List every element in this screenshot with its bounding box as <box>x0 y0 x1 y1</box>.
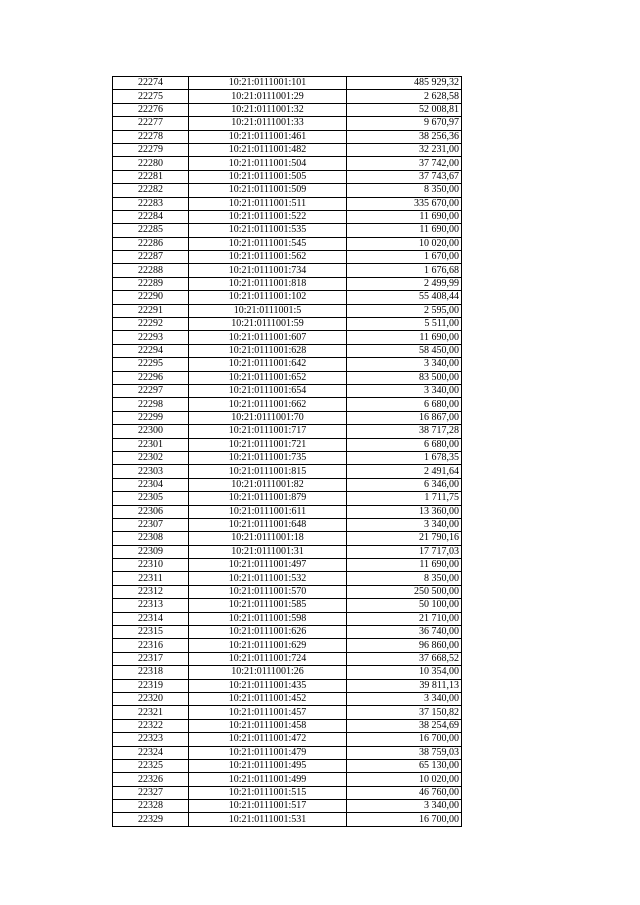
row-number: 22315 <box>113 626 189 639</box>
table-row <box>113 77 462 90</box>
table-row <box>113 746 462 759</box>
row-number: 22278 <box>113 130 189 143</box>
cadastral-value: 11 690,00 <box>347 224 462 237</box>
cadastral-number: 10:21:0111001:26 <box>189 666 347 679</box>
row-number: 22316 <box>113 639 189 652</box>
table-row <box>113 451 462 464</box>
cadastral-number: 10:21:0111001:515 <box>189 786 347 799</box>
table-row <box>113 264 462 277</box>
cadastral-number: 10:21:0111001:82 <box>189 478 347 491</box>
table-row <box>113 398 462 411</box>
cadastral-value: 17 717,03 <box>347 545 462 558</box>
cadastral-value: 3 340,00 <box>347 518 462 531</box>
table-row <box>113 639 462 652</box>
table-row <box>113 143 462 156</box>
cadastral-value: 335 670,00 <box>347 197 462 210</box>
cadastral-number: 10:21:0111001:654 <box>189 384 347 397</box>
cadastral-value: 37 743,67 <box>347 170 462 183</box>
cadastral-value: 16 700,00 <box>347 813 462 826</box>
cadastral-number: 10:21:0111001:532 <box>189 572 347 585</box>
cadastral-value: 55 408,44 <box>347 291 462 304</box>
table-row <box>113 251 462 264</box>
cadastral-value: 38 254,69 <box>347 719 462 732</box>
cadastral-number: 10:21:0111001:652 <box>189 371 347 384</box>
cadastral-value: 8 350,00 <box>347 184 462 197</box>
cadastral-value: 1 711,75 <box>347 492 462 505</box>
cadastral-number: 10:21:0111001:517 <box>189 800 347 813</box>
cadastral-number: 10:21:0111001:545 <box>189 237 347 250</box>
cadastral-value: 6 680,00 <box>347 438 462 451</box>
row-number: 22298 <box>113 398 189 411</box>
cadastral-value: 36 740,00 <box>347 626 462 639</box>
table-row <box>113 626 462 639</box>
table-row <box>113 719 462 732</box>
cadastral-number: 10:21:0111001:461 <box>189 130 347 143</box>
table-row <box>113 184 462 197</box>
cadastral-number: 10:21:0111001:648 <box>189 518 347 531</box>
table-row <box>113 344 462 357</box>
cadastral-value: 10 020,00 <box>347 773 462 786</box>
table-row <box>113 197 462 210</box>
table-row <box>113 224 462 237</box>
table-row <box>113 277 462 290</box>
cadastral-number: 10:21:0111001:815 <box>189 465 347 478</box>
cadastral-value: 39 811,13 <box>347 679 462 692</box>
row-number: 22280 <box>113 157 189 170</box>
row-number: 22317 <box>113 652 189 665</box>
cadastral-number: 10:21:0111001:511 <box>189 197 347 210</box>
cadastral-number: 10:21:0111001:101 <box>189 77 347 90</box>
cadastral-value: 1 670,00 <box>347 251 462 264</box>
cadastral-number: 10:21:0111001:626 <box>189 626 347 639</box>
cadastral-number: 10:21:0111001:457 <box>189 706 347 719</box>
table-row <box>113 652 462 665</box>
row-number: 22318 <box>113 666 189 679</box>
cadastral-value: 21 710,00 <box>347 612 462 625</box>
cadastral-number: 10:21:0111001:33 <box>189 117 347 130</box>
cadastral-value: 11 690,00 <box>347 559 462 572</box>
row-number: 22281 <box>113 170 189 183</box>
cadastral-value: 11 690,00 <box>347 331 462 344</box>
cadastral-value: 16 867,00 <box>347 411 462 424</box>
row-number: 22274 <box>113 77 189 90</box>
table-row <box>113 585 462 598</box>
row-number: 22285 <box>113 224 189 237</box>
row-number: 22322 <box>113 719 189 732</box>
row-number: 22312 <box>113 585 189 598</box>
row-number: 22296 <box>113 371 189 384</box>
row-number: 22310 <box>113 559 189 572</box>
table-row <box>113 786 462 799</box>
row-number: 22306 <box>113 505 189 518</box>
table-row <box>113 117 462 130</box>
row-number: 22295 <box>113 358 189 371</box>
row-number: 22325 <box>113 759 189 772</box>
table-row <box>113 759 462 772</box>
row-number: 22282 <box>113 184 189 197</box>
cadastral-number: 10:21:0111001:628 <box>189 344 347 357</box>
row-number: 22275 <box>113 90 189 103</box>
cadastral-number: 10:21:0111001:499 <box>189 773 347 786</box>
row-number: 22294 <box>113 344 189 357</box>
table-row <box>113 210 462 223</box>
row-number: 22308 <box>113 532 189 545</box>
row-number: 22297 <box>113 384 189 397</box>
row-number: 22289 <box>113 277 189 290</box>
cadastral-number: 10:21:0111001:504 <box>189 157 347 170</box>
cadastral-number: 10:21:0111001:495 <box>189 759 347 772</box>
row-number: 22309 <box>113 545 189 558</box>
row-number: 22292 <box>113 318 189 331</box>
cadastral-value: 96 860,00 <box>347 639 462 652</box>
cadastral-number: 10:21:0111001:29 <box>189 90 347 103</box>
row-number: 22287 <box>113 251 189 264</box>
cadastral-number: 10:21:0111001:497 <box>189 559 347 572</box>
cadastral-number: 10:21:0111001:629 <box>189 639 347 652</box>
row-number: 22304 <box>113 478 189 491</box>
table-row <box>113 358 462 371</box>
cadastral-value: 10 354,00 <box>347 666 462 679</box>
cadastral-value: 3 340,00 <box>347 384 462 397</box>
cadastral-value: 6 680,00 <box>347 398 462 411</box>
table-row <box>113 773 462 786</box>
cadastral-value: 10 020,00 <box>347 237 462 250</box>
row-number: 22300 <box>113 425 189 438</box>
row-number: 22327 <box>113 786 189 799</box>
cadastral-value: 485 929,32 <box>347 77 462 90</box>
row-number: 22301 <box>113 438 189 451</box>
cadastral-value: 32 231,00 <box>347 143 462 156</box>
table-row <box>113 733 462 746</box>
table-row <box>113 425 462 438</box>
table-row <box>113 438 462 451</box>
row-number: 22279 <box>113 143 189 156</box>
table-row <box>113 478 462 491</box>
cadastral-number: 10:21:0111001:479 <box>189 746 347 759</box>
cadastral-number: 10:21:0111001:472 <box>189 733 347 746</box>
cadastral-number: 10:21:0111001:535 <box>189 224 347 237</box>
row-number: 22323 <box>113 733 189 746</box>
row-number: 22307 <box>113 518 189 531</box>
cadastral-value: 52 008,81 <box>347 103 462 116</box>
row-number: 22302 <box>113 451 189 464</box>
cadastral-value: 250 500,00 <box>347 585 462 598</box>
row-number: 22328 <box>113 800 189 813</box>
cadastral-number: 10:21:0111001:505 <box>189 170 347 183</box>
table-row <box>113 130 462 143</box>
cadastral-value: 1 678,35 <box>347 451 462 464</box>
table-row <box>113 170 462 183</box>
table-row <box>113 103 462 116</box>
cadastral-value: 2 491,64 <box>347 465 462 478</box>
cadastral-number: 10:21:0111001:642 <box>189 358 347 371</box>
cadastral-value: 37 668,52 <box>347 652 462 665</box>
table-row <box>113 800 462 813</box>
table-body <box>113 77 462 827</box>
cadastral-number: 10:21:0111001:5 <box>189 304 347 317</box>
table-row <box>113 157 462 170</box>
cadastral-number: 10:21:0111001:531 <box>189 813 347 826</box>
row-number: 22326 <box>113 773 189 786</box>
table-row <box>113 237 462 250</box>
cadastral-value: 38 759,03 <box>347 746 462 759</box>
row-number: 22314 <box>113 612 189 625</box>
table-row <box>113 813 462 826</box>
table-row <box>113 706 462 719</box>
table-row <box>113 371 462 384</box>
row-number: 22303 <box>113 465 189 478</box>
cadastral-number: 10:21:0111001:522 <box>189 210 347 223</box>
cadastral-number: 10:21:0111001:818 <box>189 277 347 290</box>
cadastral-value: 50 100,00 <box>347 599 462 612</box>
cadastral-value: 3 340,00 <box>347 358 462 371</box>
row-number: 22283 <box>113 197 189 210</box>
table-row <box>113 599 462 612</box>
cadastral-value: 37 150,82 <box>347 706 462 719</box>
row-number: 22277 <box>113 117 189 130</box>
table-row <box>113 505 462 518</box>
table-row <box>113 572 462 585</box>
cadastral-number: 10:21:0111001:879 <box>189 492 347 505</box>
cadastral-value: 3 340,00 <box>347 800 462 813</box>
row-number: 22321 <box>113 706 189 719</box>
cadastral-number: 10:21:0111001:611 <box>189 505 347 518</box>
table-row <box>113 679 462 692</box>
cadastral-value: 11 690,00 <box>347 210 462 223</box>
row-number: 22329 <box>113 813 189 826</box>
row-number: 22319 <box>113 679 189 692</box>
cadastral-value: 58 450,00 <box>347 344 462 357</box>
table-row <box>113 559 462 572</box>
cadastral-number: 10:21:0111001:662 <box>189 398 347 411</box>
table-row <box>113 612 462 625</box>
cadastral-number: 10:21:0111001:31 <box>189 545 347 558</box>
cadastral-number: 10:21:0111001:724 <box>189 652 347 665</box>
cadastral-number: 10:21:0111001:32 <box>189 103 347 116</box>
cadastral-number: 10:21:0111001:482 <box>189 143 347 156</box>
cadastral-value: 38 256,36 <box>347 130 462 143</box>
cadastral-value: 21 790,16 <box>347 532 462 545</box>
table-row <box>113 545 462 558</box>
cadastral-value-table <box>112 76 462 827</box>
table-row <box>113 411 462 424</box>
row-number: 22293 <box>113 331 189 344</box>
row-number: 22291 <box>113 304 189 317</box>
cadastral-number: 10:21:0111001:585 <box>189 599 347 612</box>
cadastral-value: 2 595,00 <box>347 304 462 317</box>
cadastral-number: 10:21:0111001:721 <box>189 438 347 451</box>
cadastral-value: 13 360,00 <box>347 505 462 518</box>
cadastral-value: 16 700,00 <box>347 733 462 746</box>
table-row <box>113 492 462 505</box>
row-number: 22290 <box>113 291 189 304</box>
cadastral-number: 10:21:0111001:562 <box>189 251 347 264</box>
table-row <box>113 291 462 304</box>
row-number: 22320 <box>113 692 189 705</box>
cadastral-number: 10:21:0111001:607 <box>189 331 347 344</box>
cadastral-number: 10:21:0111001:735 <box>189 451 347 464</box>
cadastral-value: 3 340,00 <box>347 692 462 705</box>
cadastral-number: 10:21:0111001:734 <box>189 264 347 277</box>
cadastral-number: 10:21:0111001:452 <box>189 692 347 705</box>
cadastral-number: 10:21:0111001:59 <box>189 318 347 331</box>
table-row <box>113 384 462 397</box>
cadastral-value: 8 350,00 <box>347 572 462 585</box>
cadastral-value: 1 676,68 <box>347 264 462 277</box>
row-number: 22299 <box>113 411 189 424</box>
cadastral-number: 10:21:0111001:18 <box>189 532 347 545</box>
row-number: 22305 <box>113 492 189 505</box>
cadastral-number: 10:21:0111001:435 <box>189 679 347 692</box>
cadastral-value: 9 670,97 <box>347 117 462 130</box>
cadastral-number: 10:21:0111001:717 <box>189 425 347 438</box>
row-number: 22276 <box>113 103 189 116</box>
row-number: 22284 <box>113 210 189 223</box>
row-number: 22311 <box>113 572 189 585</box>
cadastral-value: 6 346,00 <box>347 478 462 491</box>
table-row <box>113 331 462 344</box>
row-number: 22288 <box>113 264 189 277</box>
cadastral-value: 38 717,28 <box>347 425 462 438</box>
cadastral-value: 2 499,99 <box>347 277 462 290</box>
cadastral-value: 37 742,00 <box>347 157 462 170</box>
table-row <box>113 692 462 705</box>
cadastral-number: 10:21:0111001:598 <box>189 612 347 625</box>
row-number: 22313 <box>113 599 189 612</box>
table-row <box>113 666 462 679</box>
table-row <box>113 518 462 531</box>
row-number: 22324 <box>113 746 189 759</box>
cadastral-value: 46 760,00 <box>347 786 462 799</box>
cadastral-number: 10:21:0111001:458 <box>189 719 347 732</box>
cadastral-number: 10:21:0111001:509 <box>189 184 347 197</box>
row-number: 22286 <box>113 237 189 250</box>
table-row <box>113 532 462 545</box>
table-row <box>113 90 462 103</box>
table-row <box>113 318 462 331</box>
cadastral-number: 10:21:0111001:70 <box>189 411 347 424</box>
cadastral-value: 65 130,00 <box>347 759 462 772</box>
cadastral-value: 83 500,00 <box>347 371 462 384</box>
cadastral-value: 5 511,00 <box>347 318 462 331</box>
table-row <box>113 465 462 478</box>
cadastral-value: 2 628,58 <box>347 90 462 103</box>
cadastral-number: 10:21:0111001:570 <box>189 585 347 598</box>
cadastral-number: 10:21:0111001:102 <box>189 291 347 304</box>
table-row <box>113 304 462 317</box>
